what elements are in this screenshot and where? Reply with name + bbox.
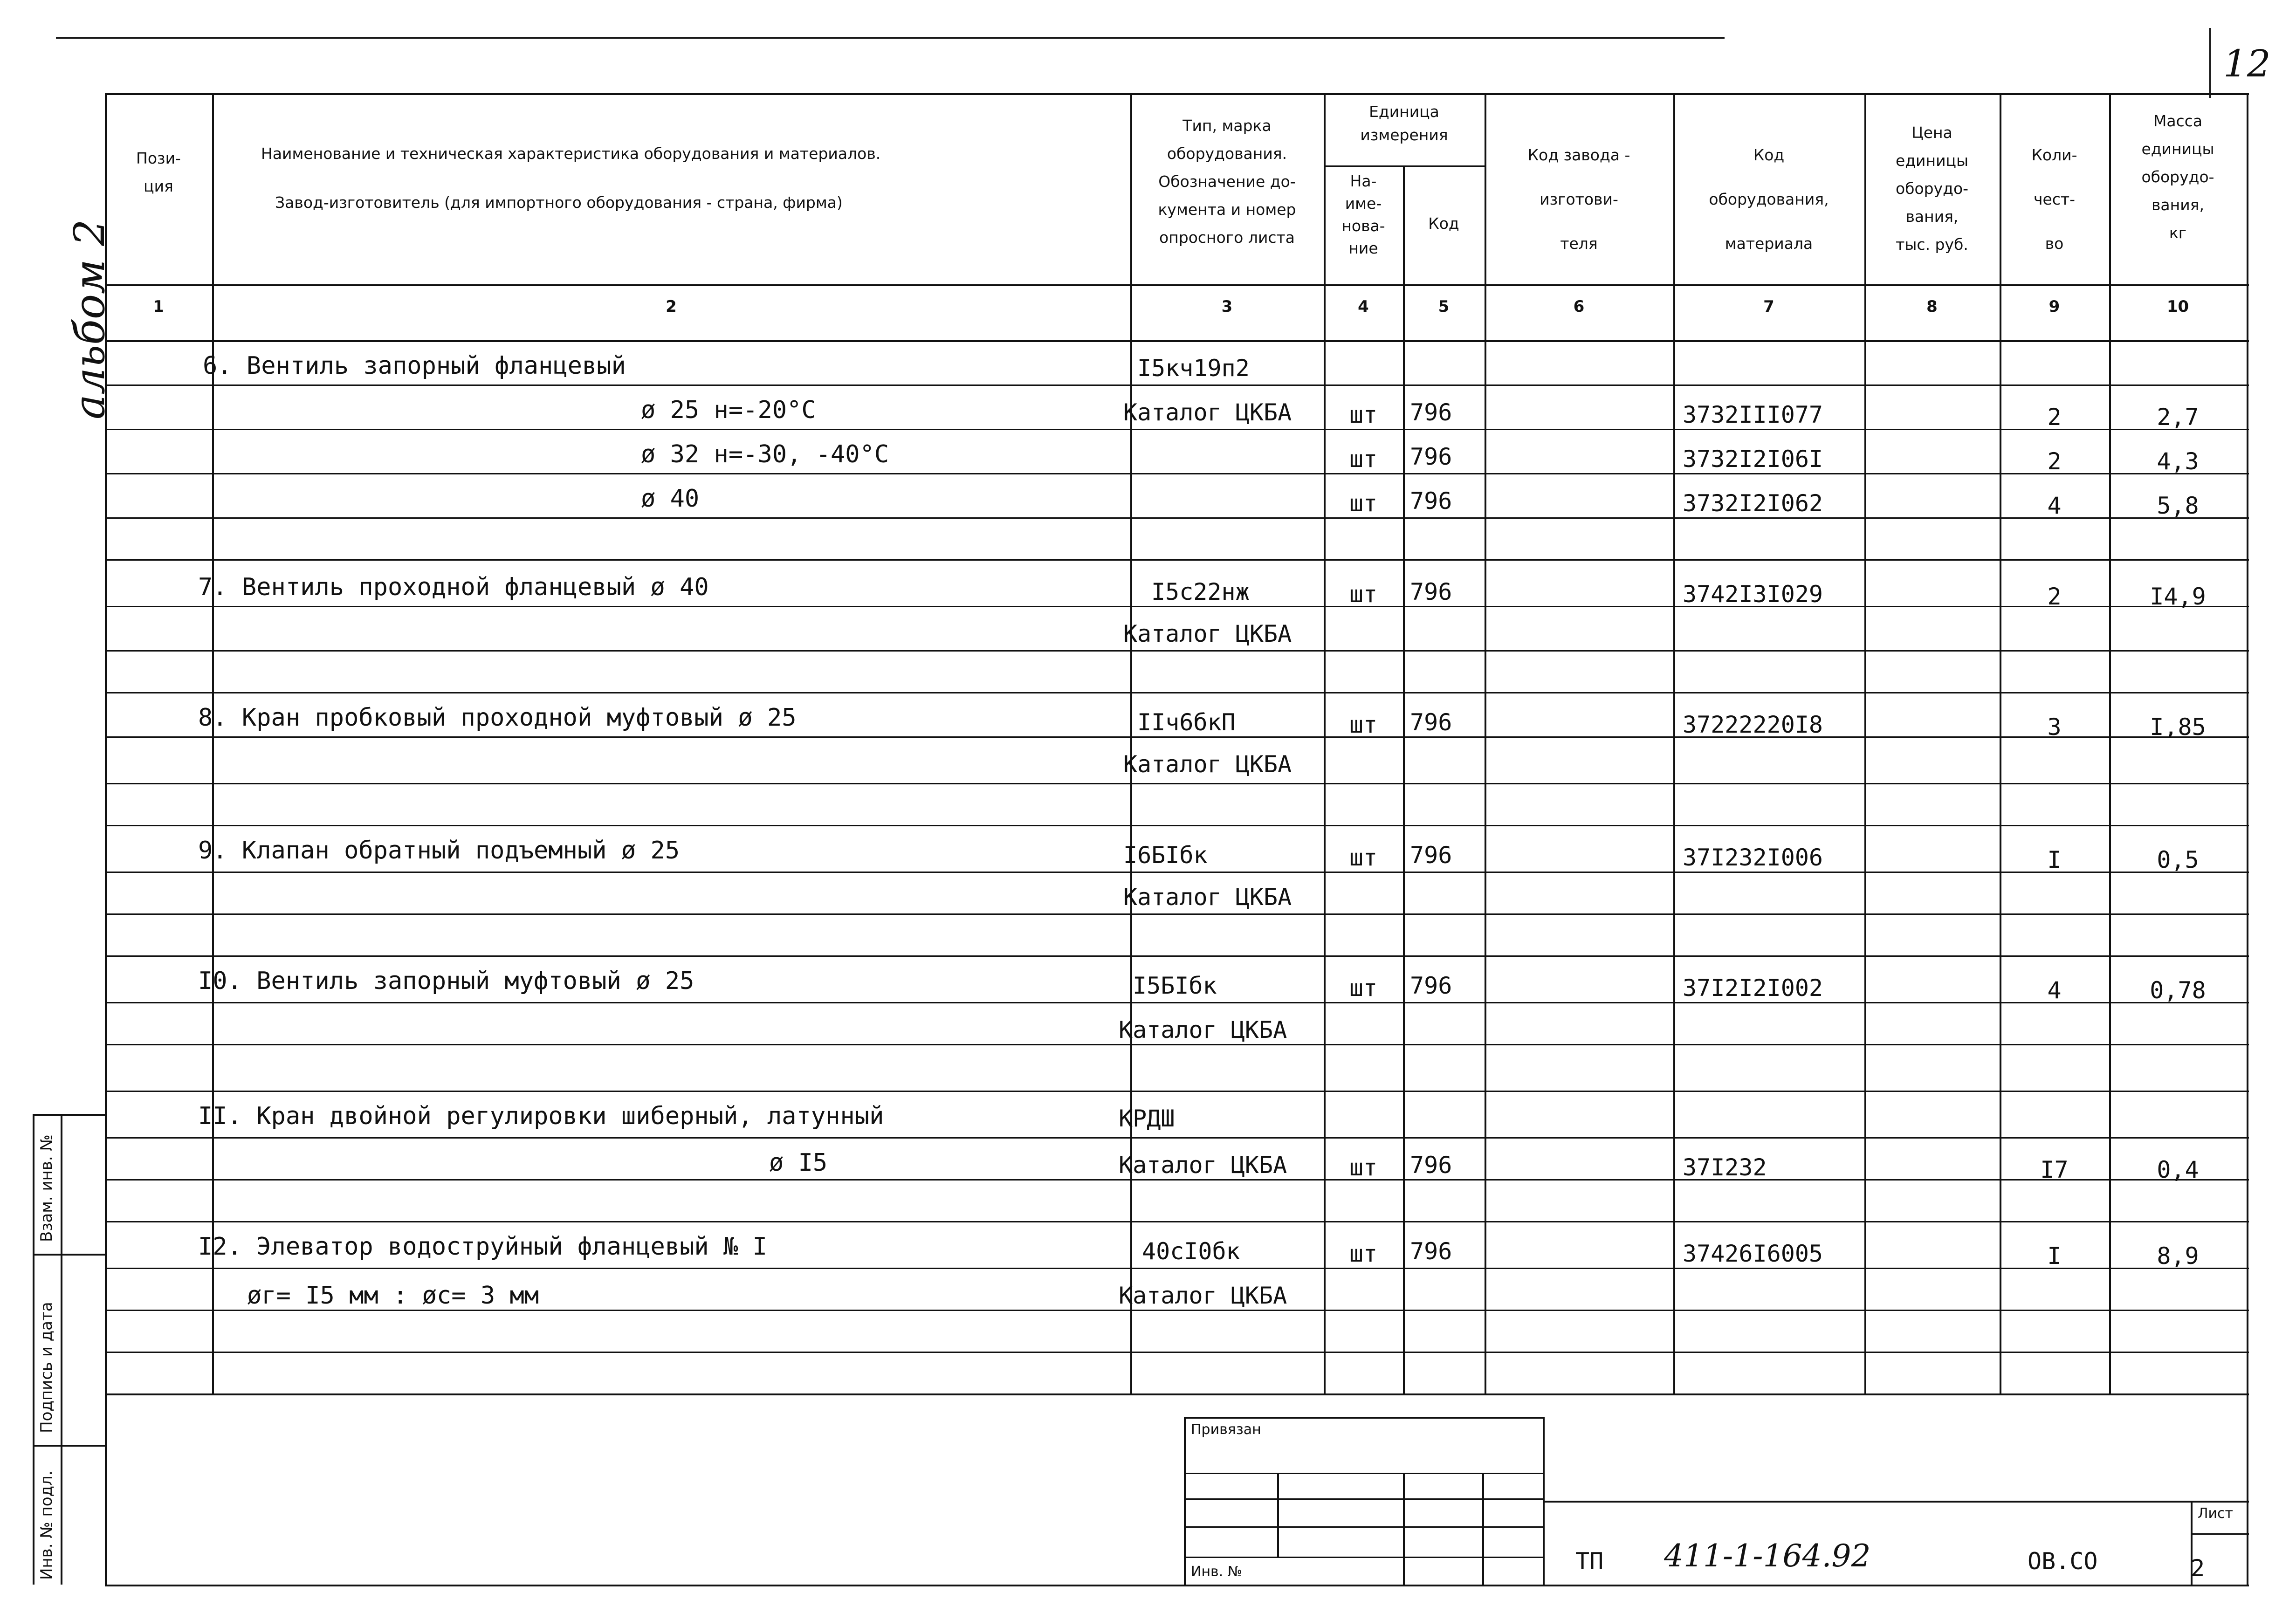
- item-8-type: IIч6бкП: [1137, 709, 1236, 736]
- item-11-dn15: ø I5: [769, 1149, 828, 1177]
- row-rule: [105, 1179, 2249, 1181]
- title-block-line: [1184, 1473, 1543, 1474]
- col-line-2: [1130, 93, 1132, 1393]
- item-6-dn25-mass: 2,7: [2157, 404, 2199, 431]
- colnum-1: 1: [153, 297, 164, 316]
- sheet-bottom-border: [105, 1585, 2249, 1586]
- colnum-bottom-border: [105, 340, 2249, 342]
- title-block-line: [1184, 1498, 1543, 1500]
- col-line-1: [212, 93, 214, 1393]
- item-11-name: II. Кран двойной регулировки шиберный, латунный: [198, 1102, 884, 1130]
- header-mass: Масса единицы оборудо- вания, кг: [2141, 112, 2214, 242]
- title-block-line: [1403, 1473, 1405, 1585]
- title-block-line: [1184, 1557, 1543, 1558]
- item-12-unit-code: 796: [1410, 1238, 1452, 1265]
- item-6-dn40-unit-code: 796: [1410, 487, 1452, 515]
- item-9-code: 37I232I006: [1683, 844, 1823, 871]
- header-unit-name: На- име- нова- ние: [1341, 172, 1385, 257]
- item-11-mass: 0,4: [2157, 1156, 2199, 1183]
- item-10-code: 37I2I2I002: [1683, 975, 1823, 1002]
- item-6-dn40-mass: 5,8: [2157, 492, 2199, 519]
- row-rule: [105, 783, 2249, 784]
- colnum-9: 9: [2049, 297, 2060, 316]
- item-12-catalog: Каталог ЦКБА: [1119, 1282, 1287, 1309]
- row-rule: [105, 872, 2249, 873]
- side-label-podpis: Подпись и дата: [37, 1302, 56, 1433]
- margin-note: альбом 2: [65, 219, 114, 419]
- page-number: 12: [2223, 42, 2271, 85]
- item-9-catalog: Каталог ЦКБА: [1123, 884, 1292, 911]
- item-11-code: 37I232: [1683, 1154, 1767, 1181]
- item-9-qty: I: [2047, 846, 2062, 873]
- row-rule: [105, 1044, 2249, 1045]
- header-price: Цена единицы оборудо- вания, тыс. руб.: [1895, 124, 1969, 254]
- row-rule: [105, 559, 2249, 561]
- item-10-catalog: Каталог ЦКБА: [1119, 1016, 1287, 1043]
- colnum-4: 4: [1358, 297, 1369, 316]
- item-6-dn40-qty: 4: [2047, 492, 2062, 519]
- item-9-mass: 0,5: [2157, 846, 2199, 873]
- header-unit-group: Единица измерения: [1360, 103, 1448, 144]
- side-stamp-line: [33, 1254, 105, 1256]
- colnum-7: 7: [1763, 297, 1774, 316]
- item-8-unit: шт: [1349, 711, 1378, 738]
- item-9-name: 9. Клапан обратный подъемный ø 25: [198, 837, 680, 865]
- item-7-code: 3742I3I029: [1683, 581, 1823, 608]
- item-7-catalog: Каталог ЦКБА: [1123, 620, 1292, 647]
- item-12-type: 40сI0бк: [1142, 1238, 1240, 1265]
- row-rule: [105, 1137, 2249, 1139]
- item-6-name: 6. Вентиль запорный фланцевый: [203, 352, 626, 380]
- col-line-0: [105, 93, 107, 1585]
- item-12-mass: 8,9: [2157, 1242, 2199, 1270]
- title-block-line: [1184, 1417, 1186, 1585]
- item-6-type: I5кч19п2: [1137, 355, 1250, 382]
- doc-suffix: ОВ.СО: [2028, 1548, 2098, 1575]
- header-quantity: Коли- чест- во: [2031, 146, 2077, 253]
- header-position: Пози- ция: [136, 149, 181, 195]
- side-stamp-line: [33, 1114, 105, 1116]
- colnum-10: 10: [2166, 297, 2189, 316]
- title-block-line: [1277, 1473, 1279, 1557]
- page-number-divider: [2209, 28, 2211, 98]
- row-rule: [105, 692, 2249, 693]
- colnum-3: 3: [1221, 297, 1233, 316]
- item-11-qty: I7: [2040, 1156, 2069, 1183]
- col-line-3: [1324, 93, 1326, 1393]
- item-6-dn32-unit-code: 796: [1410, 443, 1452, 470]
- col-line-10: [2247, 93, 2248, 1585]
- title-block-line: [1184, 1417, 1543, 1419]
- title-block-line: [2191, 1533, 2249, 1535]
- row-rule: [105, 384, 2249, 386]
- item-6-dn32-code: 3732I2I06I: [1683, 446, 1823, 473]
- item-7-unit: шт: [1349, 581, 1378, 608]
- col-line-7: [1864, 93, 1866, 1393]
- doc-number: 411-1-164.92: [1664, 1538, 1871, 1574]
- side-label-inv: Инв. № подл.: [37, 1470, 56, 1580]
- row-rule: [105, 1268, 2249, 1269]
- item-7-mass: I4,9: [2150, 583, 2206, 610]
- table-top-border: [105, 93, 2249, 95]
- colnum-6: 6: [1573, 297, 1585, 316]
- col-line-4: [1403, 165, 1405, 1393]
- item-12-diameters: øг= I5 мм : øс= 3 мм: [247, 1282, 539, 1310]
- title-block-line: [1543, 1501, 2249, 1503]
- item-7-qty: 2: [2047, 583, 2062, 610]
- item-11-unit: шт: [1349, 1154, 1378, 1181]
- header-type: Тип, марка оборудования. Обозначение до- кумента и номер опросного листа: [1158, 117, 1296, 247]
- top-rule: [56, 37, 1725, 39]
- item-10-name: I0. Вентиль запорный муфтовый ø 25: [198, 967, 694, 995]
- item-11-type: КРДШ: [1119, 1105, 1175, 1132]
- item-6-dn32: ø 32 н=-30, -40°С: [641, 440, 889, 468]
- header-factory-code: Код завода - изготови- теля: [1527, 146, 1630, 253]
- row-rule: [105, 1002, 2249, 1003]
- header-name-line1: Наименование и техническая характеристика оборудования и материалов.: [261, 144, 881, 163]
- colnum-5: 5: [1438, 297, 1450, 316]
- item-10-unit-code: 796: [1410, 972, 1452, 999]
- item-8-qty: 3: [2047, 714, 2062, 741]
- item-10-mass: 0,78: [2150, 977, 2206, 1004]
- header-unit-code: Код: [1428, 214, 1459, 233]
- row-rule: [105, 1091, 2249, 1092]
- header-name-line2: Завод-изготовитель (для импортного оборудования - страна, фирма): [275, 193, 843, 212]
- stamp-privyazan: Привязан: [1191, 1421, 1261, 1438]
- list-number: 2: [2191, 1555, 2205, 1582]
- item-8-mass: I,85: [2150, 714, 2206, 741]
- col-line-6: [1673, 93, 1675, 1393]
- item-9-unit: шт: [1349, 844, 1378, 871]
- item-10-qty: 4: [2047, 977, 2062, 1004]
- row-rule: [105, 1310, 2249, 1311]
- item-11-catalog: Каталог ЦКБА: [1119, 1152, 1287, 1179]
- item-7-name: 7. Вентиль проходной фланцевый ø 40: [198, 573, 709, 601]
- side-stamp-line: [33, 1445, 105, 1447]
- item-6-dn25-qty: 2: [2047, 404, 2062, 431]
- item-6-dn32-unit: шт: [1349, 446, 1378, 473]
- item-12-unit: шт: [1349, 1240, 1378, 1267]
- title-block-line: [1184, 1526, 1543, 1528]
- colnum-2: 2: [666, 297, 677, 316]
- item-12-name: I2. Элеватор водоструйный фланцевый № I: [198, 1233, 767, 1261]
- doc-prefix: ТП: [1575, 1548, 1604, 1575]
- item-10-type: I5БIбк: [1133, 972, 1217, 999]
- item-6-dn40: ø 40: [641, 485, 700, 513]
- item-8-unit-code: 796: [1410, 709, 1452, 736]
- item-8-code: 37222220I8: [1683, 711, 1823, 738]
- item-11-unit-code: 796: [1410, 1152, 1452, 1179]
- header-equipment-code: Код оборудования, материала: [1709, 146, 1829, 253]
- table-body-bottom: [105, 1393, 2249, 1395]
- row-rule: [105, 1352, 2249, 1353]
- title-block-line: [1482, 1473, 1484, 1585]
- item-6-dn25: ø 25 н=-20°С: [641, 396, 816, 424]
- row-rule: [105, 517, 2249, 519]
- row-rule: [105, 606, 2249, 607]
- item-6-dn40-code: 3732I2I062: [1683, 490, 1823, 517]
- row-rule: [105, 473, 2249, 474]
- item-6-dn40-unit: шт: [1349, 490, 1378, 517]
- item-6-catalog: Каталог ЦКБА: [1123, 399, 1292, 426]
- row-rule: [105, 955, 2249, 957]
- list-label: Лист: [2198, 1505, 2234, 1522]
- header-bottom-border: [105, 284, 2249, 286]
- item-12-qty: I: [2047, 1242, 2062, 1270]
- stamp-inv-no: Инв. №: [1191, 1564, 1243, 1580]
- item-6-dn32-mass: 4,3: [2157, 448, 2199, 475]
- row-rule: [105, 1221, 2249, 1222]
- item-8-catalog: Каталог ЦКБА: [1123, 751, 1292, 778]
- row-rule: [105, 429, 2249, 430]
- item-9-unit-code: 796: [1410, 842, 1452, 869]
- col-line-9: [2109, 93, 2111, 1393]
- item-8-name: 8. Кран пробковый проходной муфтовый ø 25: [198, 704, 797, 732]
- colnum-8: 8: [1926, 297, 1938, 316]
- item-6-dn25-unit-code: 796: [1410, 399, 1452, 426]
- item-7-unit-code: 796: [1410, 578, 1452, 605]
- col-line-5: [1485, 93, 1486, 1393]
- side-label-vzam: Взам. инв. №: [37, 1134, 56, 1242]
- row-rule: [105, 736, 2249, 738]
- item-12-code: 37426I6005: [1683, 1240, 1823, 1267]
- item-6-dn32-qty: 2: [2047, 448, 2062, 475]
- col-line-8: [2000, 93, 2001, 1393]
- item-10-unit: шт: [1349, 975, 1378, 1002]
- row-rule: [105, 825, 2249, 826]
- side-stamp-line: [33, 1114, 34, 1585]
- row-rule: [105, 913, 2249, 915]
- side-stamp-line: [61, 1114, 62, 1585]
- item-9-type: I6БIбк: [1123, 842, 1208, 869]
- item-7-type: I5с22нж: [1151, 578, 1250, 605]
- item-6-dn25-code: 3732III077: [1683, 401, 1823, 428]
- row-rule: [105, 650, 2249, 652]
- item-6-dn25-unit: шт: [1349, 401, 1378, 428]
